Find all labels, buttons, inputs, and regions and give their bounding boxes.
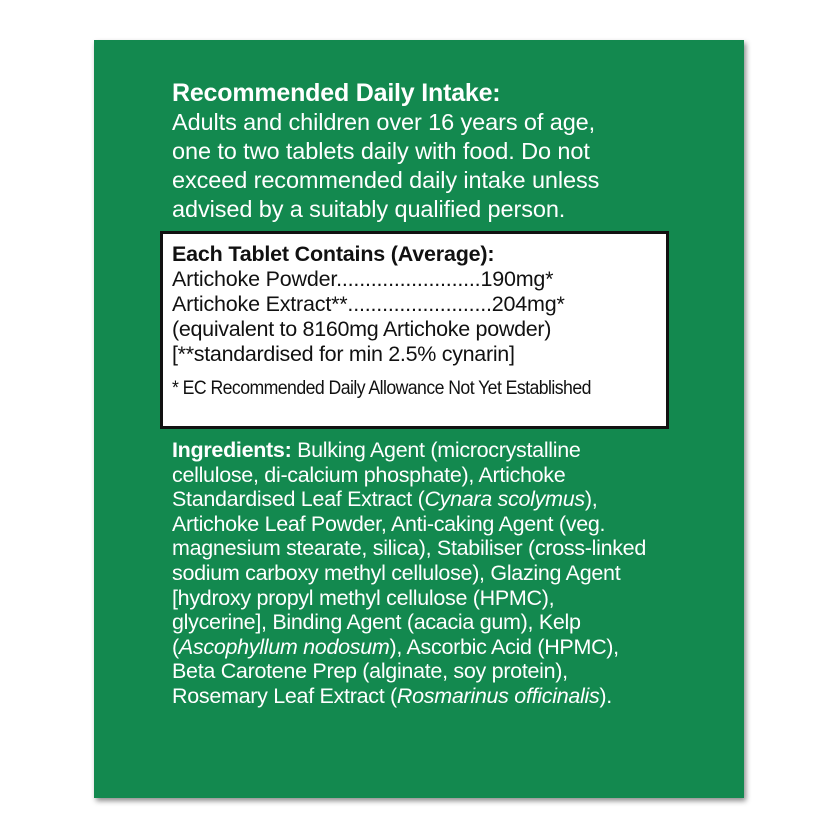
intake-line: Adults and children over 16 years of age,	[172, 109, 596, 135]
ingredients-label: Ingredients:	[172, 438, 292, 462]
intake-text	[172, 108, 692, 224]
ingredients-line: (	[172, 634, 179, 659]
ingredients-line: ),	[584, 487, 598, 512]
ingredients-line: glycerine], Binding Agent (acacia gum), Kelp	[172, 610, 581, 635]
ingredients-line: ).	[599, 683, 612, 708]
ingredients-latin-name: Cynara scolymus	[424, 487, 585, 512]
ingredients-line: ), Ascorbic Acid (HPMC),	[389, 634, 619, 659]
artichoke-powder-row: Artichoke Powder.........................190mg*	[172, 267, 554, 291]
ingredients-line: Rosemary Leaf Extract (	[172, 683, 397, 708]
intake-line: exceed recommended daily intake unless	[172, 167, 600, 193]
ingredients-line: magnesium stearate, silica), Stabiliser (cross-linked	[172, 536, 646, 561]
tablet-contents-title: Each Tablet Contains (Average):	[172, 242, 495, 266]
ingredients-line: sodium carboxy methyl cellulose), Glazing Agent	[172, 560, 621, 585]
intake-heading: Recommended Daily Intake:	[172, 79, 501, 107]
ingredients-line: [hydroxy propyl methyl cellulose (HPMC),	[172, 585, 555, 610]
ingredients-line: Beta Carotene Prep (alginate, soy protein),	[172, 659, 568, 684]
intake-line: advised by a suitably qualified person.	[172, 196, 566, 222]
intake-section	[172, 78, 692, 224]
ingredients-text	[172, 438, 712, 709]
ingredients-line: cellulose, di-calcium phosphate), Artichoke	[172, 462, 566, 487]
ingredients-line: Bulking Agent (microcrystalline	[291, 438, 581, 462]
ingredients-line: Standardised Leaf Extract (	[172, 487, 425, 512]
ingredients-line: Artichoke Leaf Powder, Anti-caking Agent (veg.	[172, 511, 606, 536]
artichoke-extract-row: Artichoke Extract**.........................204mg*	[172, 292, 565, 316]
label-panel	[94, 40, 744, 798]
equivalent-note: (equivalent to 8160mg Artichoke powder)	[172, 317, 552, 341]
ingredients-latin-name: Rosmarinus officinalis	[396, 683, 600, 708]
rda-footnote: * EC Recommended Daily Allowance Not Yet Established	[172, 378, 591, 399]
ingredients-latin-name: Ascophyllum nodosum	[178, 634, 390, 659]
tablet-contents-box	[160, 231, 669, 429]
intake-line: one to two tablets daily with food. Do not	[172, 138, 590, 164]
standardised-note: [**standardised for min 2.5% cynarin]	[172, 342, 515, 366]
